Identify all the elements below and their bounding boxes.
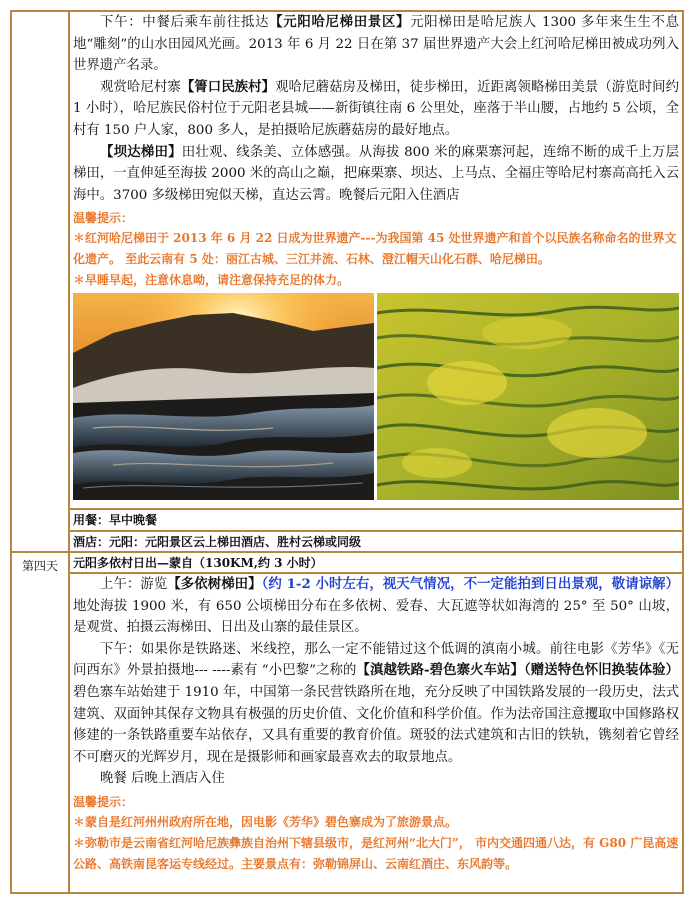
day3-paragraph-3	[73, 142, 679, 207]
text-segment: 观哈尼蘑菇房及梯田，徒步梯田，近距离领略梯田美景（游览时间约 1 小时），哈尼族民俗村位于元阳老县城——新街镇往南 6 公里处，座落于半山腰，占地约 5 公顷，全村有 150 户人家，800 多人，是拍摄哈尼族蘑菇房的最好地点。	[73, 79, 680, 138]
text-segment: 下午：如果你是铁路迷、米线控，那么一定不能错过这个低调的滇南小城。前往电影《芳华》《无问西东》外景拍摄地--- ----素有 “小巴黎”之称的	[73, 641, 679, 679]
text-segment: 田壮观、线条美、立体感强。从海拔 800 米的麻栗寨河起，连绵不断的成千上万层梯田，一直伸延至海拔 2000 米的高山之巅，把麻栗寨、坝达、上马点、全福庄等哈尼村寨高高托入云海中。3700 多级梯田宛似天梯，直达云霄。晚餐后元阳入住酒店	[73, 144, 680, 203]
day3-meals: 用餐：早中晚餐	[73, 513, 158, 527]
day3-hotel-row	[73, 532, 679, 552]
text-segment: 下午：中餐后乘车前往抵达	[100, 15, 270, 30]
rapeseed-terraces-photo	[377, 293, 679, 500]
day3-tip-1: ✽红河哈尼梯田于 2013 年 6 月 22 日成为世界遗产---为我国第 45 处世界遗产和首个以民族名称命名的世界文化遗产。 至此云南有 5 处：丽江古城、三江并流、石林、澄江帽天山化石群、哈尼梯田。	[73, 231, 677, 267]
day4-paragraph-1	[73, 574, 679, 639]
text-segment: 元阳梯田是哈尼族人 1300 多年来生生不息地“雕刻”的山水田园风光画。2013 年 6 月 22 日在第 37 届世界遗产大会上红河哈尼梯田被成功列入世界遗产名录。	[73, 15, 680, 74]
scenic-spot-name: 【滇越铁路-碧色寨火车站】（赠送特色怀旧换装体验）	[356, 662, 679, 679]
day4-title-row	[73, 553, 679, 573]
text-segment: 观赏哈尼村寨	[100, 79, 181, 95]
day3-paragraph-2	[73, 77, 679, 142]
day4-paragraph-2	[73, 639, 679, 769]
day4-label: 第四天	[21, 559, 58, 573]
text-segment: 地处海拔 1900 米，有 650 公顷梯田分布在多依树、爱春、大瓦遮等状如海湾的 25° 至 50° 山坡，是观赏、拍摄云海梯田、日出及山寨的最佳景区。	[73, 598, 679, 636]
day3-paragraph-1	[73, 12, 679, 77]
scenic-spot-name: 【多依树梯田】	[167, 576, 262, 592]
day-column-divider	[68, 10, 70, 894]
day3-afternoon-section	[73, 12, 679, 291]
scenic-spot-name: 【元阳哈尼梯田景区】	[269, 14, 411, 30]
day4-tips-title: 温馨提示：	[73, 794, 134, 809]
weather-notice: （约 1-2 小时左右，视天气情况，不一定能拍到日出景观，敬请谅解）	[261, 576, 680, 592]
day4-title: 元阳多依村日出—蒙自（130KM,约 3 小时）	[73, 556, 323, 570]
day4-paragraph-3: 晚餐 后晚上酒店入住	[100, 771, 225, 787]
scenic-spot-name: 【坝达梯田】	[100, 143, 182, 160]
day3-tips-title: 温馨提示：	[73, 211, 134, 226]
text-segment: 碧色寨车站始建于 1910 年，中国第一条民营铁路所在地，充分反映了中国铁路发展的一段历史，法式建筑、双面钟其保存文物具有极强的历史价值、文化价值和科学价值。作为法帝国注意攫取中国修路权修建的一条铁路重要车站依存，又具有重要的教育价值。斑驳的法式建筑和古旧的铁轨，镌刻着它曾经不可磨灭的光辉岁月，现在是摄影师和画家最喜欢去的取景地点。	[73, 684, 679, 765]
scenic-spot-name: 【箐口民族村】	[180, 78, 276, 95]
terraced-fields-sunrise-photo	[73, 293, 374, 500]
day3-meals-row	[73, 510, 679, 530]
text-segment: 上午：游览	[100, 577, 168, 592]
day4-body-section	[73, 574, 679, 875]
day3-hotel: 酒店：元阳：元阳景区云上梯田酒店、胜村云梯或同级	[73, 535, 362, 549]
day4-tip-1: ✽蒙自是红河州州政府所在地，因电影《芳华》碧色寨成为了旅游景点。	[73, 814, 458, 829]
day4-tip-2: ✽弥勒市是云南省红河哈尼族彝族自治州下辖县级市，是红河州“北大门”， 市内交通四通八达，有 G80 广昆高速公路、高铁南昆客运专线经过。主要景点有：弥勒锦屏山、云南红酒庄、东风韵等。	[73, 835, 679, 871]
day3-tip-2: ✽早睡早起，注意休息呦，请注意保持充足的体力。	[73, 273, 350, 288]
